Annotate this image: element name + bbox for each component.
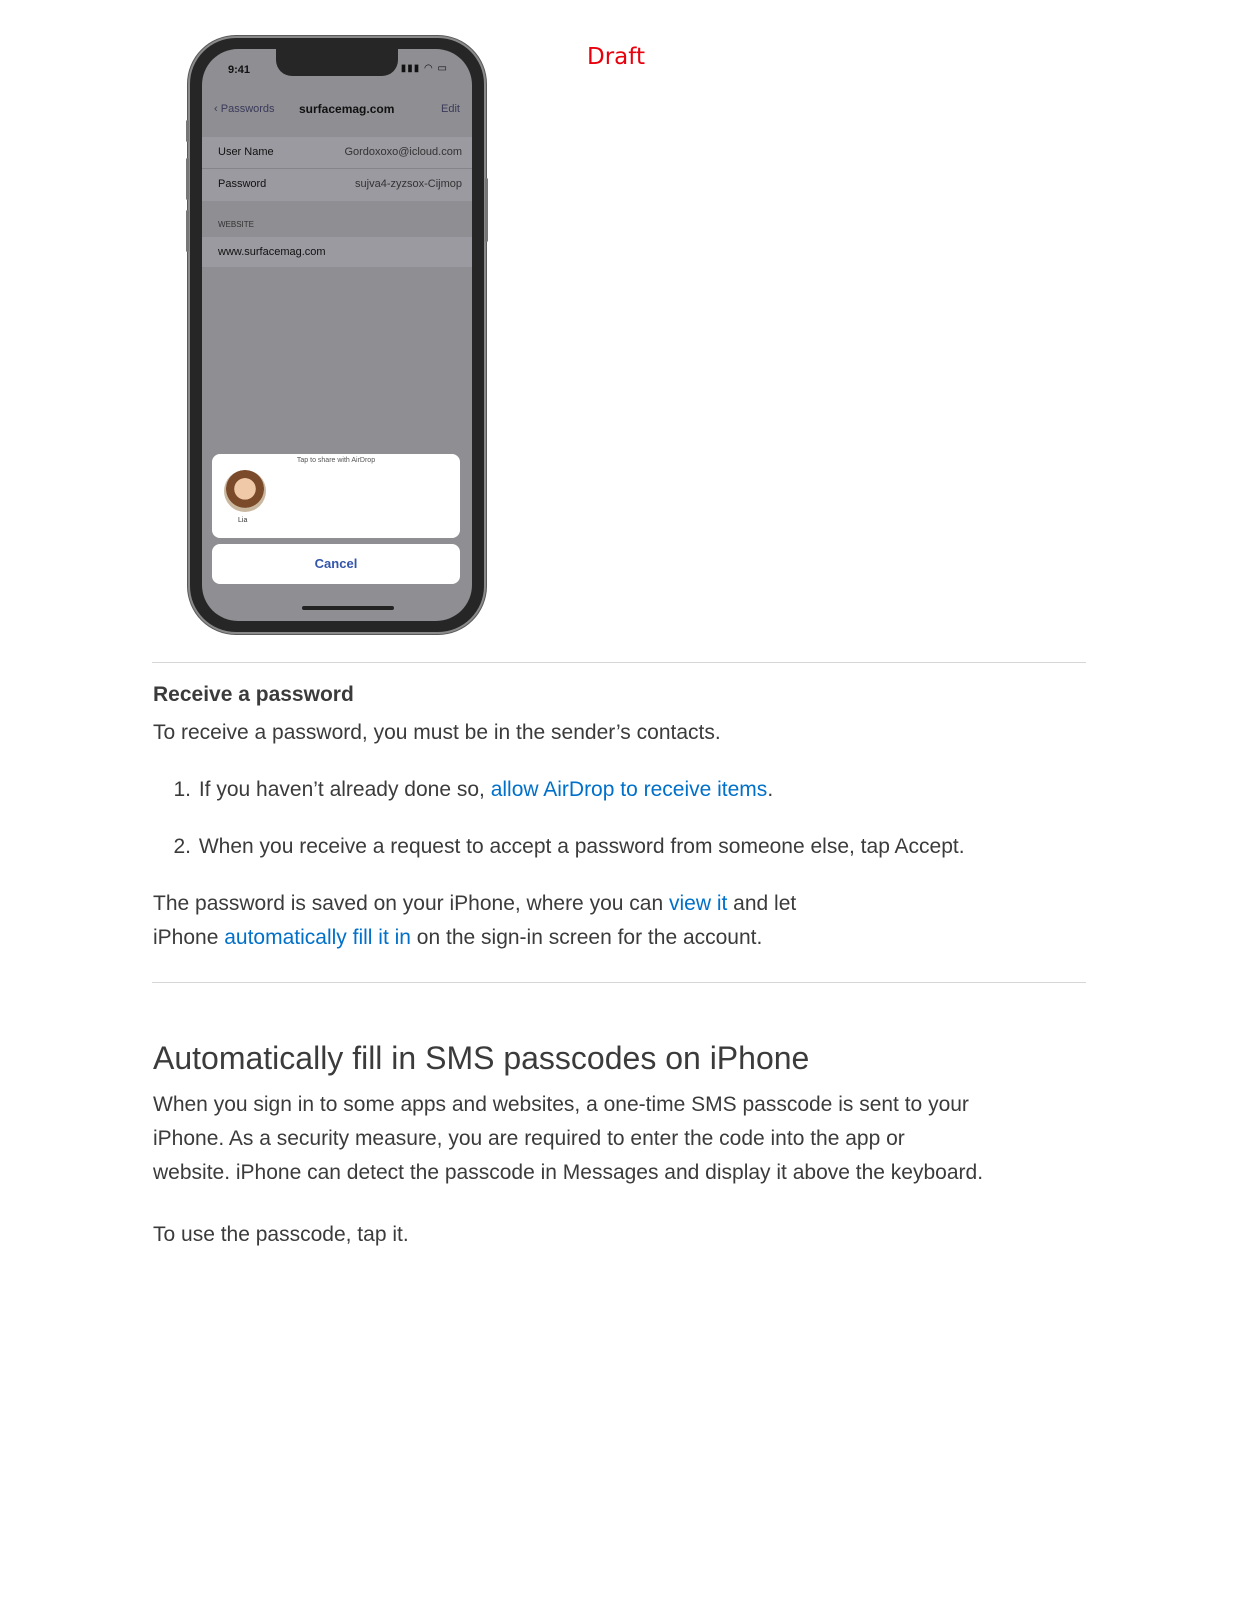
receive-intro: To receive a password, you must be in the sender’s contacts. bbox=[153, 721, 721, 744]
website-row[interactable] bbox=[202, 237, 472, 267]
cancel-button[interactable]: Cancel bbox=[212, 544, 460, 584]
list-text-after: . bbox=[767, 778, 774, 801]
iphone-illustration bbox=[190, 38, 484, 632]
sms-line: website. iPhone can detect the passcode in Messages and display it above the keyboard. bbox=[153, 1161, 984, 1184]
chevron-left-icon: ‹ bbox=[214, 103, 221, 115]
back-button[interactable] bbox=[214, 103, 275, 115]
sms-line: iPhone. As a security measure, you are required to enter the code into the app or bbox=[153, 1127, 905, 1150]
phone-screen bbox=[202, 49, 472, 621]
mute-switch bbox=[186, 120, 189, 142]
phone-notch bbox=[276, 49, 398, 76]
outro-text: The password is saved on your iPhone, where you can bbox=[153, 892, 669, 915]
list-text bbox=[199, 778, 773, 801]
password-label: Password bbox=[218, 178, 267, 190]
back-label: Passwords bbox=[220, 103, 275, 115]
receive-outro bbox=[153, 887, 796, 955]
contact-avatar[interactable] bbox=[224, 470, 266, 512]
airdrop-settings-link[interactable]: allow AirDrop to receive items bbox=[490, 778, 768, 801]
contact-name: Lia bbox=[238, 517, 248, 524]
signal-wifi-battery-icon: ▮▮▮ ◠ ▭ bbox=[400, 63, 448, 74]
section-heading-receive: Receive a password bbox=[153, 683, 354, 706]
list-text-before: If you haven’t already done so, bbox=[198, 778, 491, 801]
nav-title: surfacemag.com bbox=[299, 102, 395, 116]
website-value: www.surfacemag.com bbox=[218, 246, 326, 258]
edit-button[interactable]: Edit bbox=[441, 103, 460, 115]
autofill-link[interactable]: automatically fill it in bbox=[224, 926, 411, 949]
volume-up-button bbox=[186, 158, 189, 200]
username-label: User Name bbox=[218, 146, 274, 158]
list-number: 1. bbox=[173, 778, 191, 801]
list-number: 2. bbox=[173, 835, 191, 858]
outro-text: iPhone bbox=[153, 926, 225, 949]
divider bbox=[152, 982, 1086, 983]
draft-watermark: Draft bbox=[587, 44, 645, 70]
outro-text: and let bbox=[727, 892, 797, 915]
list-item bbox=[153, 778, 773, 802]
sms-line: When you sign in to some apps and websites, a one-time SMS passcode is sent to your bbox=[153, 1093, 969, 1116]
sms-tip: To use the passcode, tap it. bbox=[153, 1223, 409, 1246]
status-time: 9:41 bbox=[228, 64, 251, 76]
home-indicator bbox=[302, 606, 394, 610]
side-button bbox=[485, 178, 488, 242]
list-text: When you receive a request to accept a password from someone else, tap Accept. bbox=[198, 835, 965, 858]
website-section-label: WEBSITE bbox=[218, 220, 255, 229]
credentials-group bbox=[202, 137, 472, 201]
outro-text: on the sign-in screen for the account. bbox=[410, 926, 763, 949]
nav-bar bbox=[202, 89, 472, 123]
view-it-link[interactable]: view it bbox=[668, 892, 728, 915]
password-value: sujva4-zyzsox-Cijmop bbox=[355, 178, 462, 190]
username-row[interactable] bbox=[202, 137, 472, 169]
username-value: Gordoxoxo@icloud.com bbox=[344, 146, 462, 158]
list-item bbox=[153, 835, 965, 859]
sms-paragraph bbox=[153, 1088, 983, 1190]
volume-down-button bbox=[186, 210, 189, 252]
divider bbox=[152, 662, 1086, 663]
airdrop-share-sheet bbox=[212, 454, 460, 538]
password-row[interactable] bbox=[202, 169, 472, 200]
section-heading-sms: Automatically fill in SMS passcodes on iPhone bbox=[153, 1040, 810, 1076]
airdrop-hint: Tap to share with AirDrop bbox=[296, 457, 376, 464]
